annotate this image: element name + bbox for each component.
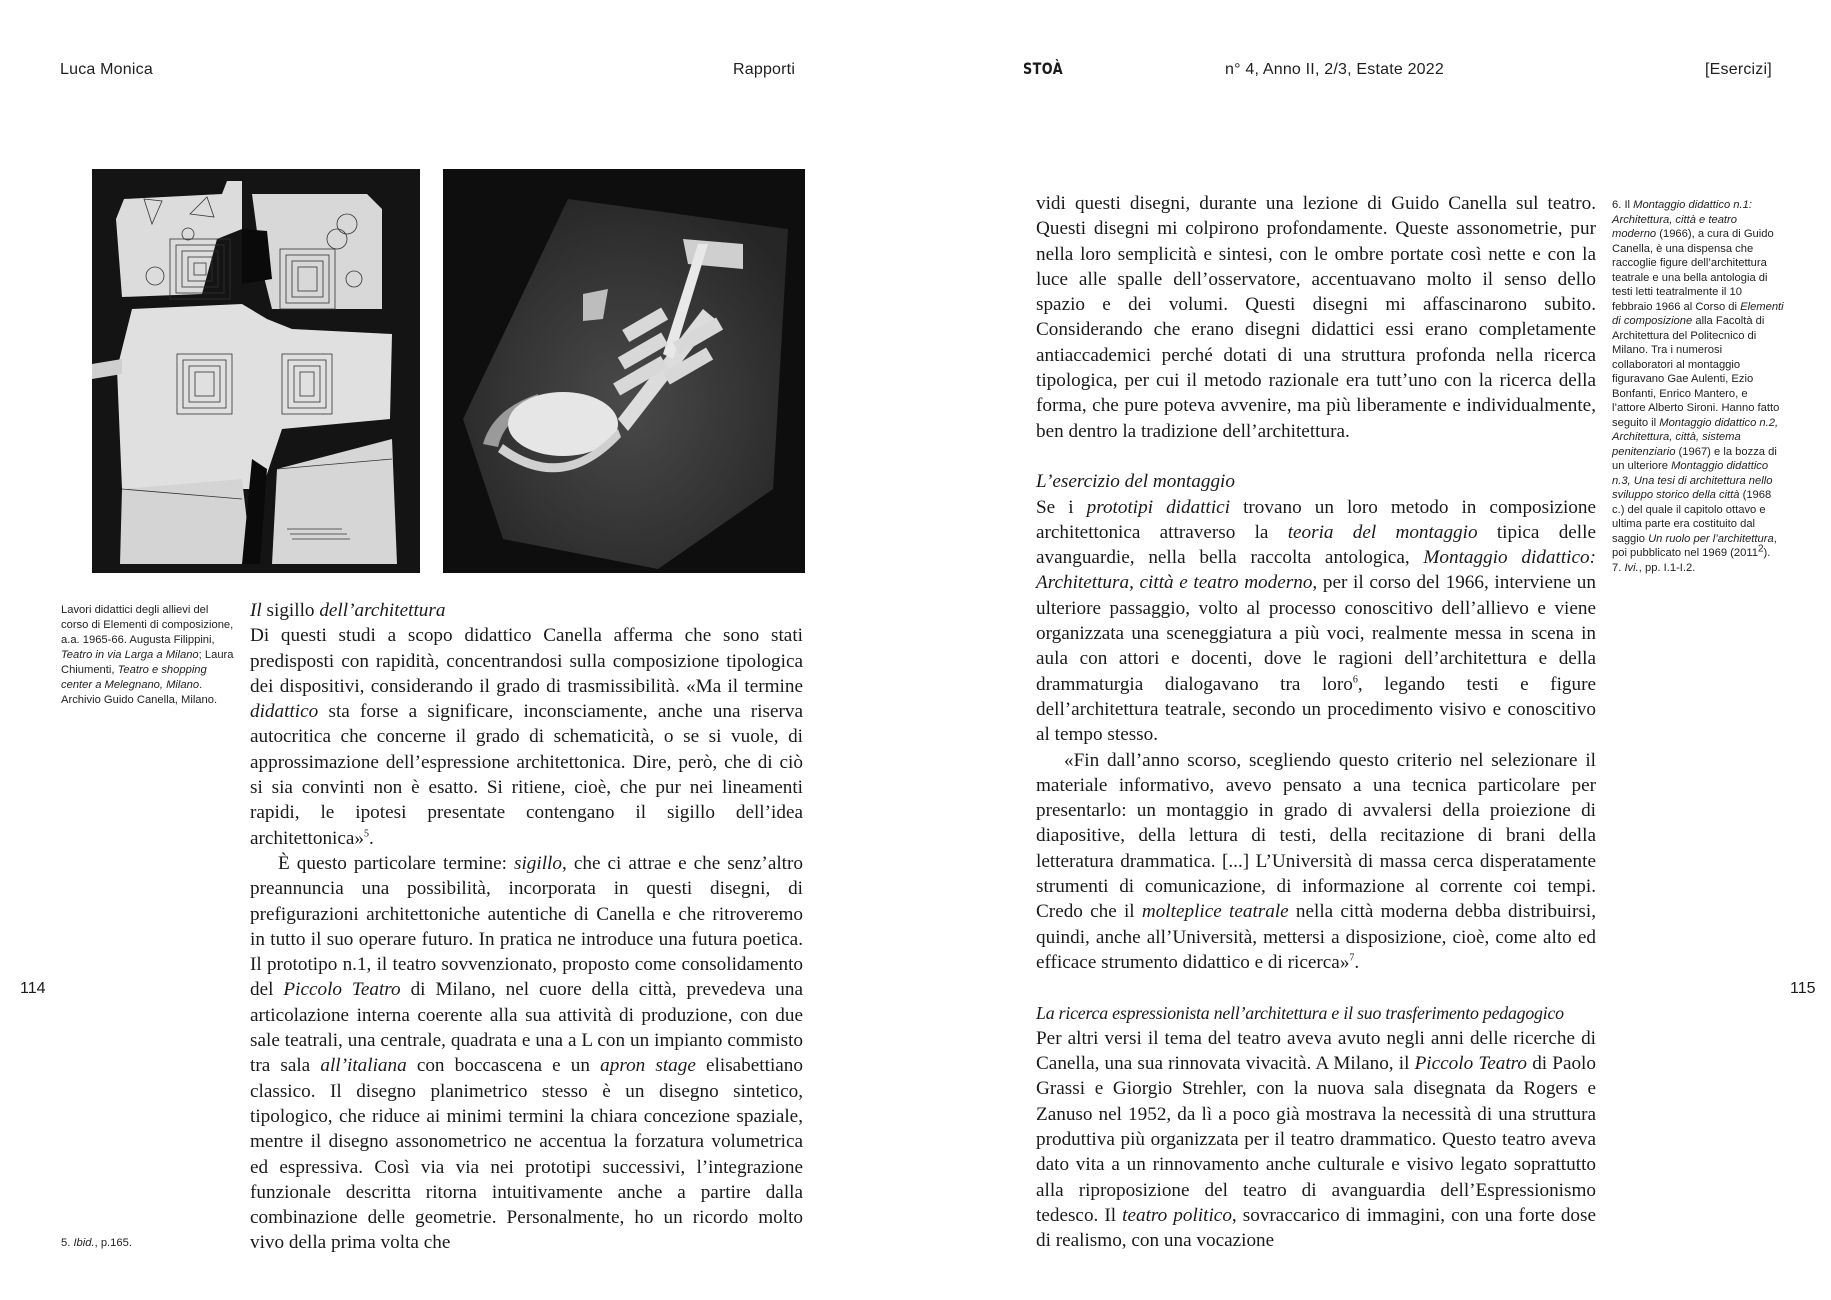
caption-text: . Archivio Guido Canella, Milano.: [61, 679, 218, 706]
section-name-right: [Esercizi]: [1705, 61, 1772, 78]
note-text: (1968 c.) del quale il capitolo ottavo e ultima parte era costituito dal saggio: [1612, 489, 1772, 545]
footnote-ref-6[interactable]: 6: [1352, 674, 1358, 686]
figure-caption: [61, 603, 236, 708]
caption-text: ; Laura Chiumenti,: [61, 649, 234, 676]
drawing-image: [92, 169, 420, 573]
text-run: , per il corso del 1966, interviene un ulteriore passaggio, volto al processo conoscitivo dell’allievo e viene organizzata una sceneggiatura a più voci, realmente messa in scena in aula con attori e docenti, dove le ragioni dell’architettura e della drammaturgia dialogavano tra loro: [1036, 572, 1596, 695]
note-italic: Montaggio didattico n.1: Architettura, città e teatro moderno: [1612, 199, 1752, 240]
footnote-7: [1612, 561, 1784, 576]
text-run: , che ci attrae e che senz’altro preannuncia una possibilità, incorporata in questi disegni, di prefigurazioni architettoniche autentiche di Canella e che ritroveremo in tutto il suo operare futuro. In pratica ne introduce una futura poetica. Il prototipo n.1, il teatro sovvenzionato, proposto come consolidamento del: [250, 852, 803, 1001]
body-paragraph-3: vidi questi disegni, durante una lezione di Guido Canella sul teatro. Questi disegni mi colpirono profondamente. Queste assonometrie, pur nella loro semplicità e sintesi, con le ombre portate così nette e con la luce alle spalle dell’osservatore, accentuavano molto il senso dello spazio e dei volumi. Questi disegni mi affascinarono subito. Considerando che erano disegni didattici essi erano completamente antiaccademici perché dotati di una struttura profonda nella ricerca tipologica, per cui il metodo razionale era tutt’uno con la ricerca della forma, che pure poteva avvenire, ma più liberamente e individualmente, ben dentro la tradizione dell’architettura.: [1036, 193, 1596, 442]
figure-axonometric-drawing: [92, 169, 420, 573]
text-run: , legando testi e figure dell’architettura teatrale, secondo un procedimento visivo e conoscitivo al tempo stesso.: [1036, 673, 1596, 746]
text-run: sta forse a significare, inconsciamente, anche una riserva autocritica che concerne il grado di schematicità, o se si vuole, di approssimazione dell’espressione architettonica. Dire, però, che di ciò si sia convinti non è esatto. Si ritiene, cioè, che pur nei lineamenti rapidi, le ipotesi presentate contengano il sigillo dell’idea architettonica»: [250, 701, 803, 849]
text-run: Di questi studi a scopo didattico Canella afferma che sono stati predisposti con rapidità, concentrandosi sulla composizione tipologica dei dispositivi, considerando il grado di trasmissibilità. «Ma il termine: [250, 625, 803, 697]
footnote-number: 5.: [61, 1237, 74, 1249]
heading-part: Il: [250, 600, 262, 621]
text-run-italic: Piccolo Teatro: [1414, 1053, 1528, 1075]
text-run-italic: sigillo: [514, 852, 562, 874]
body-paragraph-4: [1036, 495, 1596, 748]
left-body-column: [250, 598, 803, 1256]
text-run: con boccascena e un: [406, 1055, 601, 1077]
page-number-right: 115: [1790, 980, 1816, 997]
text-run: Per altri versi il tema del teatro aveva avuto negli anni delle ricerche di Canella, una sua rinnovata vivacità. A Milano, il: [1036, 1027, 1596, 1075]
caption-title-2: Teatro e shopping center a Melegnano, Milano: [61, 664, 207, 691]
text-run-italic: molteplice teatrale: [1141, 901, 1289, 923]
journal-logo: STOÀ: [1023, 59, 1063, 78]
note-italic: Montaggio didattico n.2, Architettura, città, sistema penitenziario: [1612, 416, 1779, 458]
text-run: nella città moderna debba distribuirsi, quindi, anche all’Università, mettersi a disposizione, cioè, come alto ed efficace strumento didattico e di ricerca»: [1036, 901, 1597, 973]
right-body-column: [1036, 191, 1596, 1253]
section-heading-sigillo: [250, 598, 803, 623]
text-run: «Fin dall’anno scorso, scegliendo questo criterio nel selezionare il materiale informativo, avevo pensato a una tecnica particolare per presentarlo: un montaggio in grado di avvalersi della proiezione di diapositive, della lettura di testi, della recitazione di brani della letteratura drammatica. [...] L’Università di massa cerca disperatamente strumenti di comunicazione, di informazione al corrente coi tempi. Credo che il: [1036, 749, 1596, 923]
text-run-italic: Piccolo Teatro: [283, 979, 401, 1001]
note-text: 6. Il: [1612, 199, 1634, 211]
caption-title-1: Teatro in via Larga a Milano: [61, 649, 199, 661]
text-run-italic: didattico: [250, 701, 319, 723]
text-run: tipica delle avanguardie, nella bella raccolta antologica,: [1036, 521, 1596, 569]
text-run: .: [1354, 951, 1360, 973]
model-photo-image: [443, 169, 805, 573]
note-text: (1966), a cura di Guido Canella, è una dispensa che raccoglie figure dell’architettura teatrale e una bella antologia di testi letti teatralmente il 10 febbraio 1966 al Corso di: [1612, 228, 1774, 313]
section-name: Rapporti: [733, 61, 796, 78]
note-text: ).: [1763, 547, 1771, 559]
figure-model-photo: [443, 169, 805, 573]
footnote-text: , p.165.: [94, 1237, 132, 1249]
text-run: Se i: [1036, 496, 1087, 518]
note-italic: Montaggio didattico n.3, Una tesi di architettura nello sviluppo storico della città: [1612, 460, 1773, 501]
page-number-left: 114: [20, 980, 46, 997]
text-run: di Milano, nel cuore della città, prevedeva una articolazione interna coerente alla sua attività di produzione, con due sale teatrali, una centrale, quadrata e una a L con un impianto commisto tra sala: [250, 979, 803, 1077]
text-run-italic: teatro politico: [1122, 1204, 1232, 1226]
heading-part: dell’architettura: [319, 600, 446, 621]
footnote-5: [61, 1236, 132, 1251]
section-heading-montaggio: L’esercizio del montaggio: [1036, 471, 1235, 493]
text-run: .: [369, 827, 374, 849]
note-text: , pp. I.1-I.2.: [1638, 561, 1696, 574]
note-text: 7.: [1612, 561, 1625, 574]
issue-info: n° 4, Anno II, 2/3, Estate 2022: [1225, 61, 1444, 78]
text-run: di Paolo Grassi e Giorgio Strehler, con la nuova sala disegnata da Rogers e Zanuso nel 1952, da lì a poco già mostrava la necessità di una struttura produttiva più organizzata per il teatro drammatico. Questo teatro aveva dato vita a un rinnovamento anche culturale e visivo legato soprattutto alla riproposizione del teatro di avanguardia dell’Espressionismo tedesco. Il: [1036, 1053, 1596, 1226]
text-run-italic: teoria del montaggio: [1287, 521, 1478, 543]
note-italic: Un ruolo per l’architettura: [1648, 532, 1774, 545]
text-run: È questo particolare termine:: [278, 852, 514, 874]
text-run-italic: all’italiana: [320, 1055, 407, 1077]
footnote-ref-7[interactable]: 7: [1349, 952, 1355, 964]
footnote-6: [1612, 198, 1784, 561]
text-run-italic: apron stage: [600, 1055, 696, 1077]
text-run: , sovraccarico di immagini, con una forte dose di realismo, con una vocazione: [1036, 1204, 1596, 1252]
heading-part: sigillo: [261, 600, 320, 621]
body-paragraph-6: [1036, 1026, 1596, 1254]
note-text: (1967) e la bozza di un ulteriore: [1612, 445, 1777, 472]
body-paragraph-1: [250, 623, 803, 851]
note-text: alla Facoltà di Architettura del Politecnico di Milano. Tra i numerosi collaboratori al montaggio figuravano Gae Aulenti, Ezio Bonfanti, Enrico Mantero, e l’attore Alberto Sironi. Hanno fatto seguito il: [1612, 315, 1780, 429]
footnote-italic: Ibid.: [73, 1237, 95, 1249]
section-heading-ricerca: La ricerca espressionista nell’architettura e il suo trasferimento pedagogico: [1036, 1002, 1564, 1023]
body-paragraph-2: [250, 851, 803, 1256]
author-name: Luca Monica: [60, 61, 153, 78]
edition-superscript: 2: [1757, 543, 1764, 555]
footnote-ref-5[interactable]: 5: [364, 828, 370, 840]
note-text: , poi pubblicato nel 1969 (2011: [1612, 532, 1777, 559]
caption-text: Lavori didattici degli allievi del corso di Elementi di composizione, a.a. 1965-66. Augusta Filippini,: [61, 604, 234, 646]
note-italic: Elementi di composizione: [1612, 300, 1784, 327]
text-run-italic: prototipi didattici: [1086, 496, 1231, 518]
text-run: trovano un loro metodo in composizione architettonica attraverso la: [1036, 496, 1597, 543]
note-italic: Ivi.: [1624, 561, 1639, 574]
text-run: elisabettiano classico. Il disegno planimetrico stesso è un disegno sintetico, tipologico, che riduce ai minimi termini la chiara concezione spaziale, mentre il disegno assonometrico ne accentua la forzatura volumetrica ed espressiva. Così via via nei prototipi successivi, l’integrazione funzionale descritta ritorna intuitivamente anche a partire dalla combinazione delle geometrie. Personalmente, ho un ricordo molto vivo della prima volta che: [250, 1055, 803, 1254]
text-run-italic: Montaggio didattico: Architettura, città e teatro moderno: [1036, 547, 1596, 594]
sidenotes: [1612, 198, 1784, 575]
body-paragraph-5: [1036, 748, 1596, 976]
